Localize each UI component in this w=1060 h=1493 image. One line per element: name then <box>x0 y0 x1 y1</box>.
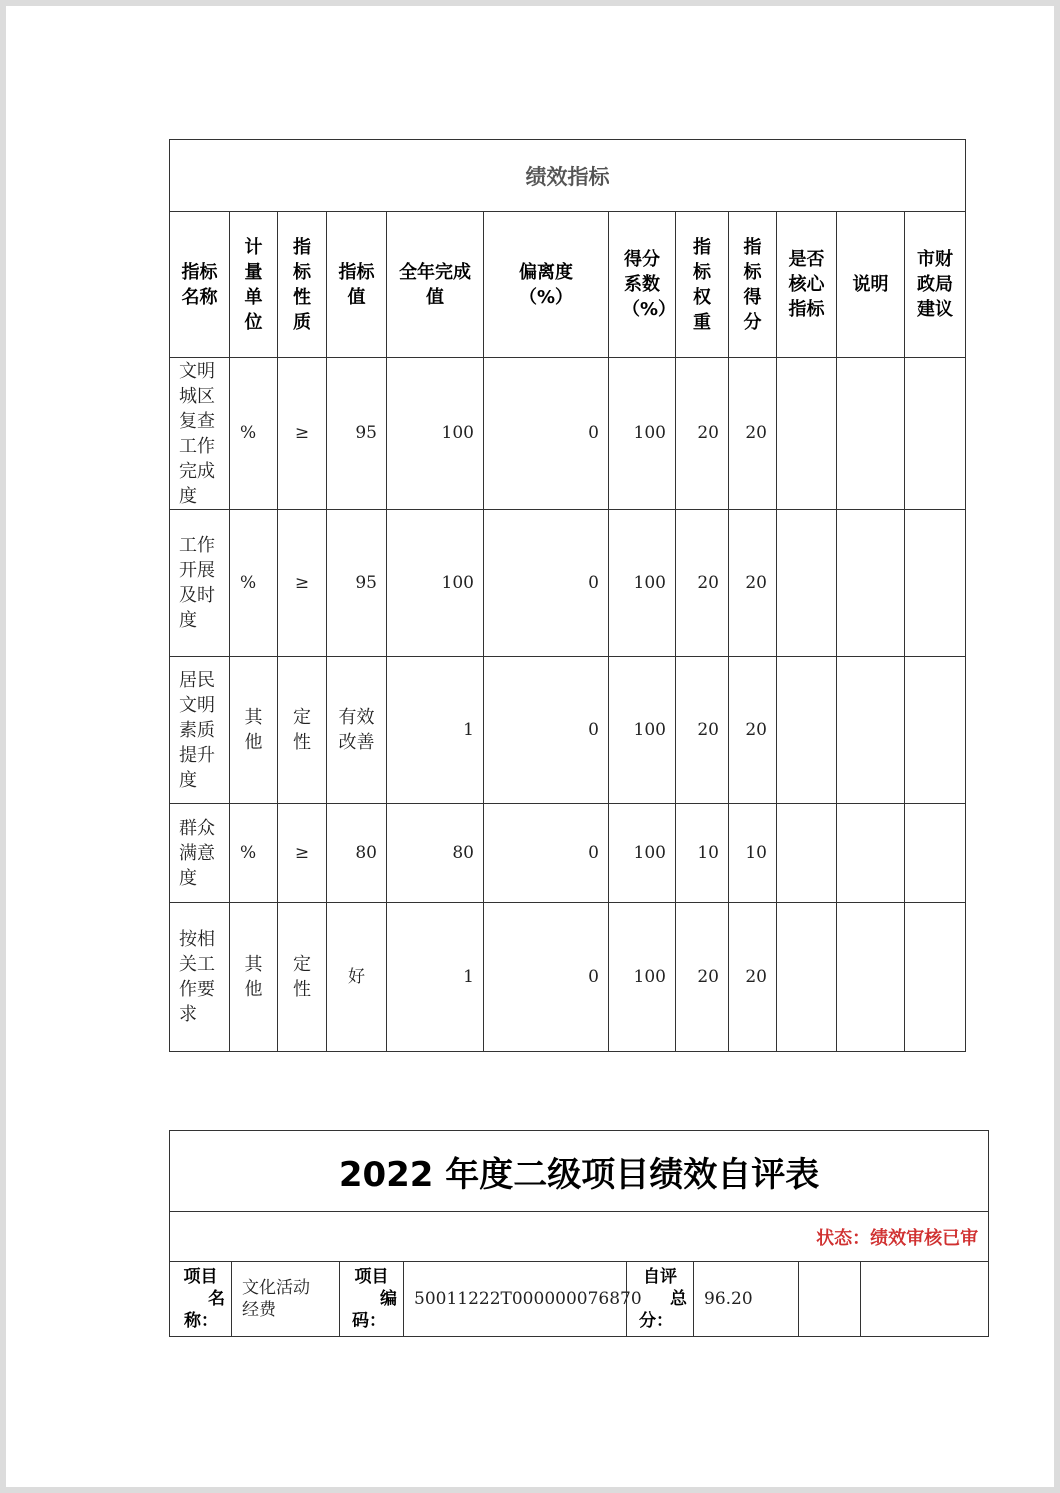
form-title: 2022 年度二级项目绩效自评表 <box>170 1131 989 1212</box>
status-badge: 状态：绩效审核已审 <box>170 1212 989 1262</box>
deviation-cell: 0 <box>484 903 609 1052</box>
table-row <box>170 657 966 804</box>
header-cell: 指标权重 <box>676 212 729 358</box>
nature-cell: ≥ <box>278 510 327 657</box>
nature-cell: 定性 <box>278 657 327 804</box>
weight-cell: 20 <box>676 903 729 1052</box>
score-cell: 20 <box>729 358 777 510</box>
note-cell <box>837 510 905 657</box>
project-name-label: 项目 名 称： <box>170 1262 232 1337</box>
project-code-label: 项目 编 码： <box>340 1262 404 1337</box>
indicator-name-cell: 文明城区复查工作完成度 <box>170 358 230 510</box>
unit-cell: % <box>230 358 278 510</box>
coef-cell: 100 <box>609 510 676 657</box>
project-info-row <box>170 1262 989 1337</box>
note-cell <box>837 657 905 804</box>
actual-cell: 100 <box>387 510 484 657</box>
header-cell: 指标值 <box>327 212 387 358</box>
project-code-value: 50011222T000000076870 <box>404 1262 627 1337</box>
note-cell <box>837 903 905 1052</box>
self-evaluation-form <box>169 1130 989 1337</box>
coef-cell: 100 <box>609 358 676 510</box>
advice-cell <box>905 358 966 510</box>
nature-cell: 定性 <box>278 903 327 1052</box>
note-cell <box>837 804 905 903</box>
weight-cell: 20 <box>676 657 729 804</box>
empty-cell <box>861 1262 989 1337</box>
indicator-name-cell: 工作开展及时度 <box>170 510 230 657</box>
deviation-cell: 0 <box>484 657 609 804</box>
indicator-name-cell: 群众满意度 <box>170 804 230 903</box>
self-score-label: 自评 总 分： <box>627 1262 694 1337</box>
deviation-cell: 0 <box>484 358 609 510</box>
table-title: 绩效指标 <box>170 140 966 212</box>
target-cell: 95 <box>327 510 387 657</box>
advice-cell <box>905 657 966 804</box>
coef-cell: 100 <box>609 903 676 1052</box>
table-row <box>170 358 966 510</box>
target-cell: 有效改善 <box>327 657 387 804</box>
target-cell: 好 <box>327 903 387 1052</box>
actual-cell: 80 <box>387 804 484 903</box>
target-cell: 95 <box>327 358 387 510</box>
advice-cell <box>905 903 966 1052</box>
indicator-name-cell: 居民文明素质提升度 <box>170 657 230 804</box>
header-cell: 指标名称 <box>170 212 230 358</box>
coef-cell: 100 <box>609 804 676 903</box>
unit-cell: 其他 <box>230 903 278 1052</box>
header-cell: 计量单位 <box>230 212 278 358</box>
score-cell: 10 <box>729 804 777 903</box>
header-row <box>170 212 966 358</box>
weight-cell: 10 <box>676 804 729 903</box>
indicator-name-cell: 按相关工作要求 <box>170 903 230 1052</box>
core-cell <box>777 804 837 903</box>
nature-cell: ≥ <box>278 358 327 510</box>
actual-cell: 1 <box>387 903 484 1052</box>
weight-cell: 20 <box>676 358 729 510</box>
core-cell <box>777 657 837 804</box>
header-cell: 偏离度（%） <box>484 212 609 358</box>
core-cell <box>777 903 837 1052</box>
header-cell: 指标得分 <box>729 212 777 358</box>
advice-cell <box>905 510 966 657</box>
table-row <box>170 903 966 1052</box>
header-cell: 全年完成值 <box>387 212 484 358</box>
note-cell <box>837 358 905 510</box>
unit-cell: 其他 <box>230 657 278 804</box>
header-cell: 说明 <box>837 212 905 358</box>
table-row <box>170 510 966 657</box>
coef-cell: 100 <box>609 657 676 804</box>
score-cell: 20 <box>729 657 777 804</box>
nature-cell: ≥ <box>278 804 327 903</box>
deviation-cell: 0 <box>484 510 609 657</box>
score-cell: 20 <box>729 903 777 1052</box>
header-cell: 是否核心指标 <box>777 212 837 358</box>
weight-cell: 20 <box>676 510 729 657</box>
table-row <box>170 804 966 903</box>
header-cell: 市财政局建议 <box>905 212 966 358</box>
performance-indicator-table <box>169 139 966 1052</box>
unit-cell: % <box>230 804 278 903</box>
self-score-value: 96.20 <box>694 1262 799 1337</box>
actual-cell: 1 <box>387 657 484 804</box>
advice-cell <box>905 804 966 903</box>
core-cell <box>777 358 837 510</box>
header-cell: 指标性质 <box>278 212 327 358</box>
header-cell: 得分系数（%） <box>609 212 676 358</box>
empty-cell <box>799 1262 861 1337</box>
score-cell: 20 <box>729 510 777 657</box>
actual-cell: 100 <box>387 358 484 510</box>
project-name-value: 文化活动经费 <box>232 1262 340 1337</box>
core-cell <box>777 510 837 657</box>
target-cell: 80 <box>327 804 387 903</box>
deviation-cell: 0 <box>484 804 609 903</box>
document-page <box>6 6 1054 1487</box>
unit-cell: % <box>230 510 278 657</box>
